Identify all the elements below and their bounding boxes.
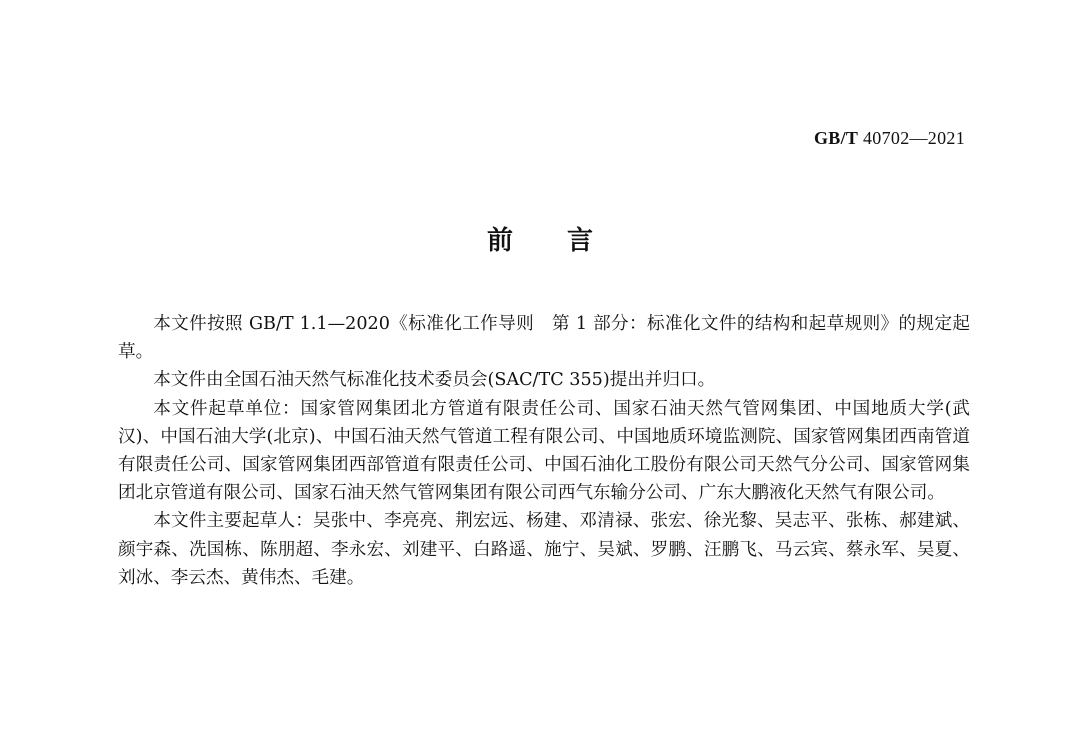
paragraph-proposer: 本文件由全国石油天然气标准化技术委员会(SAC/TC 355)提出并归口。 (153, 370, 716, 391)
standard-code: GB/T (813, 128, 859, 148)
paragraph-drafters: 本文件主要起草人：吴张中、李亮亮、荆宏远、杨建、邓清禄、张宏、徐光黎、吴志平、张栋、郝建斌、颜宇森、冼国栋、陈朋超、李永宏、刘建平、白路遥、施宁、吴斌、罗鹏、汪鹏飞、马云宾、蔡永军、吴夏、刘冰、李云杰、黄伟杰、毛建。 (118, 511, 970, 588)
foreword-body (118, 310, 970, 592)
standard-number-value: 40702—2021 (863, 128, 965, 148)
paragraph-drafting-units: 本文件起草单位：国家管网集团北方管道有限责任公司、国家石油天然气管网集团、中国地质大学(武汉)、中国石油大学(北京)、中国石油天然气管道工程有限公司、中国地质环境监测院、国家管网集团西南管道有限责任公司、国家管网集团西部管道有限责任公司、中国石油化工股份有限公司天然气分公司、国家管网集团北京管道有限公司、国家石油天然气管网集团有限公司西气东输分公司、广东大鹏液化天然气有限公司。 (118, 398, 970, 504)
standard-number (814, 128, 965, 149)
paragraph-drafting-rules: 本文件按照 GB/T 1.1—2020《标准化工作导则 第 1 部分：标准化文件的结构和起草规则》的规定起草。 (118, 314, 970, 363)
page-title: 前言 (486, 226, 647, 256)
